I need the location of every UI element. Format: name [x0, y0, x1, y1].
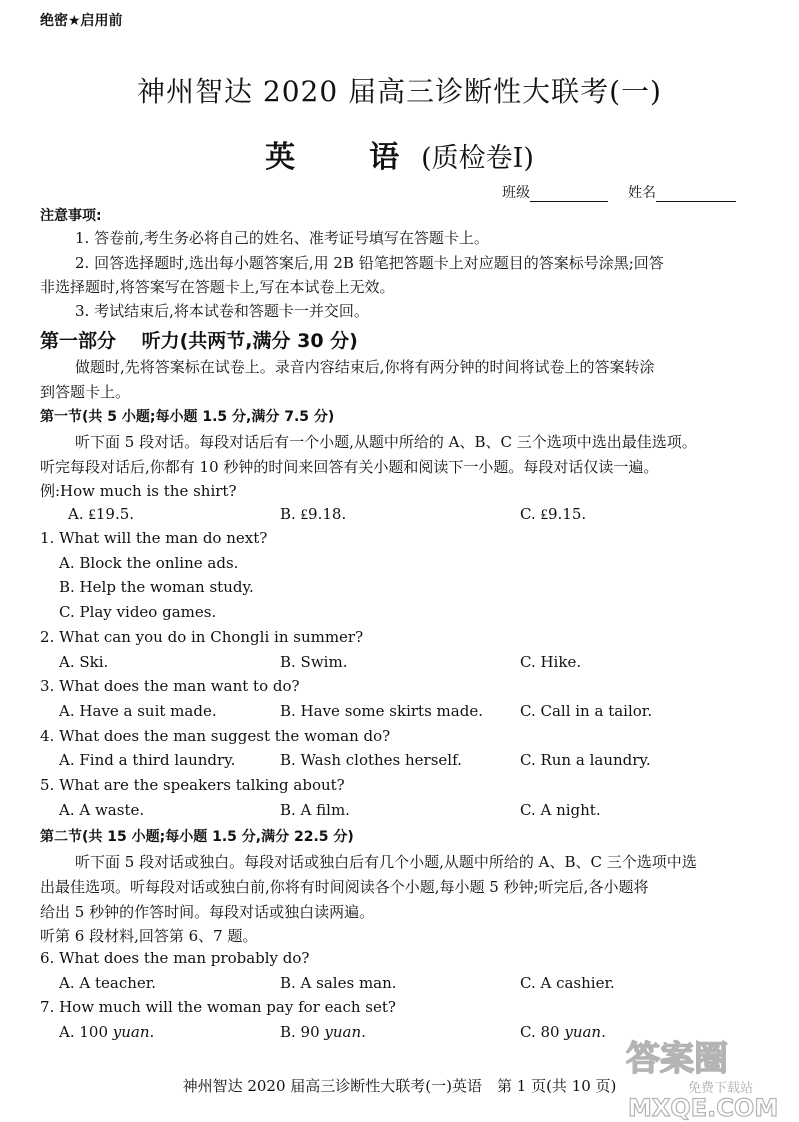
watermark-big-text: 答案圈	[626, 1039, 728, 1079]
q7-option-a-amount: A. 100	[59, 1023, 113, 1041]
watermark-url-text: MXQE.COM	[628, 1094, 779, 1122]
question-5: 5. What are the speakers talking about?	[40, 776, 345, 794]
exam-title: 神州智达 2020 届高三诊断性大联考(一)	[137, 75, 662, 108]
q6-option-c: C. A cashier.	[520, 974, 615, 992]
q4-option-c: C. Run a laundry.	[520, 751, 651, 769]
q7-option-a-period: .	[149, 1023, 155, 1041]
name-field	[628, 182, 736, 202]
q2-option-b: B. Swim.	[280, 653, 348, 671]
q6-option-a: A. A teacher.	[59, 974, 157, 992]
notice-heading: 注意事项:	[40, 208, 102, 224]
example-question: 例:How much is the shirt?	[40, 482, 237, 500]
q7-option-b-period: .	[361, 1023, 366, 1041]
q1-option-b: B. Help the woman study.	[59, 578, 254, 596]
q7-option-c-amount: C. 80	[520, 1023, 565, 1041]
page-footer: 神州智达 2020 届高三诊断性大联考(一)英语 第 1 页(共 10 页)	[182, 1077, 617, 1095]
section1-heading: 第一节(共 5 小题;每小题 1.5 分,满分 7.5 分)	[40, 409, 335, 425]
q7-option-a	[59, 1023, 154, 1041]
confidential-label: 绝密★启用前	[40, 13, 123, 29]
q5-option-c: C. A night.	[520, 801, 601, 819]
section1-intro: 听下面 5 段对话。每段对话后有一个小题,从题中所给的 A、B、C 三个选项中选出最佳选项。	[75, 433, 697, 451]
watermark-logo	[618, 1030, 798, 1122]
q7-option-c	[520, 1023, 606, 1041]
class-label: 班级	[502, 185, 530, 201]
notice-item: 非选择题时,将答案写在答题卡上,写在本试卷上无效。	[40, 278, 395, 296]
class-blank[interactable]	[530, 187, 608, 202]
material-note: 听第 6 段材料,回答第 6、7 题。	[40, 927, 258, 945]
q2-option-a: A. Ski.	[59, 653, 109, 671]
section2-intro: 出最佳选项。听每段对话或独白前,你将有时间阅读各个小题,每小题 5 秒钟;听完后,各小题将	[40, 878, 649, 896]
question-3: 3. What does the man want to do?	[40, 677, 300, 695]
section2-intro: 给出 5 秒钟的作答时间。每段对话或独白读两遍。	[40, 903, 375, 921]
section1-intro: 听完每段对话后,你都有 10 秒钟的时间来回答有关小题和阅读下一小题。每段对话仅读一遍。	[40, 458, 659, 476]
q5-option-b: B. A film.	[280, 801, 350, 819]
q7-option-b	[280, 1023, 366, 1041]
exam-subject	[0, 132, 799, 176]
notice-item: 1. 答卷前,考生务必将自己的姓名、准考证号填写在答题卡上。	[75, 229, 489, 247]
q5-option-a: A. A waste.	[59, 801, 145, 819]
question-4: 4. What does the man suggest the woman do?	[40, 727, 391, 745]
example-option-b: B. ₤9.18.	[280, 505, 347, 523]
q7-option-b-amount: B. 90	[280, 1023, 325, 1041]
q4-option-b: B. Wash clothes herself.	[280, 751, 462, 769]
q3-option-a: A. Have a suit made.	[59, 702, 217, 720]
currency-unit: yuan	[324, 1023, 362, 1041]
class-field	[502, 182, 608, 202]
notice-item: 2. 回答选择题时,选出每小题答案后,用 2B 铅笔把答题卡上对应题目的答案标号涂黑;回答	[75, 254, 664, 272]
question-7: 7. How much will the woman pay for each set?	[40, 998, 396, 1016]
part1-intro: 做题时,先将答案标在试卷上。录音内容结束后,你将有两分钟的时间将试卷上的答案转涂	[75, 358, 655, 376]
name-label: 姓名	[628, 185, 656, 201]
q1-option-a: A. Block the online ads.	[59, 554, 239, 572]
notice-item: 3. 考试结束后,将本试卷和答题卡一并交回。	[75, 302, 369, 320]
question-2: 2. What can you do in Chongli in summer?	[40, 628, 364, 646]
q1-option-c: C. Play video games.	[59, 603, 217, 621]
part1-intro: 到答题卡上。	[40, 383, 131, 401]
example-option-a: A. ₤19.5.	[68, 505, 135, 523]
q2-option-c: C. Hike.	[520, 653, 582, 671]
section2-heading: 第二节(共 15 小题;每小题 1.5 分,满分 22.5 分)	[40, 829, 354, 845]
q7-option-c-period: .	[601, 1023, 606, 1041]
q6-option-b: B. A sales man.	[280, 974, 397, 992]
watermark-small-text: 免费下载站	[688, 1081, 754, 1096]
q4-option-a: A. Find a third laundry.	[59, 751, 236, 769]
subject-note: (质检卷Ⅰ)	[421, 143, 534, 174]
currency-unit: yuan	[564, 1023, 602, 1041]
section2-intro: 听下面 5 段对话或独白。每段对话或独白后有几个小题,从题中所给的 A、B、C 三个选项中选	[75, 853, 697, 871]
q3-option-b: B. Have some skirts made.	[280, 702, 483, 720]
question-1: 1. What will the man do next?	[40, 529, 268, 547]
part1-heading: 第一部分 听力(共两节,满分 30 分)	[40, 330, 358, 352]
q3-option-c: C. Call in a tailor.	[520, 702, 653, 720]
currency-unit: yuan	[112, 1023, 150, 1041]
example-option-c: C. ₤9.15.	[520, 505, 587, 523]
subject-name: 英 语	[265, 140, 422, 175]
name-blank[interactable]	[656, 187, 736, 202]
question-6: 6. What does the man probably do?	[40, 949, 310, 967]
